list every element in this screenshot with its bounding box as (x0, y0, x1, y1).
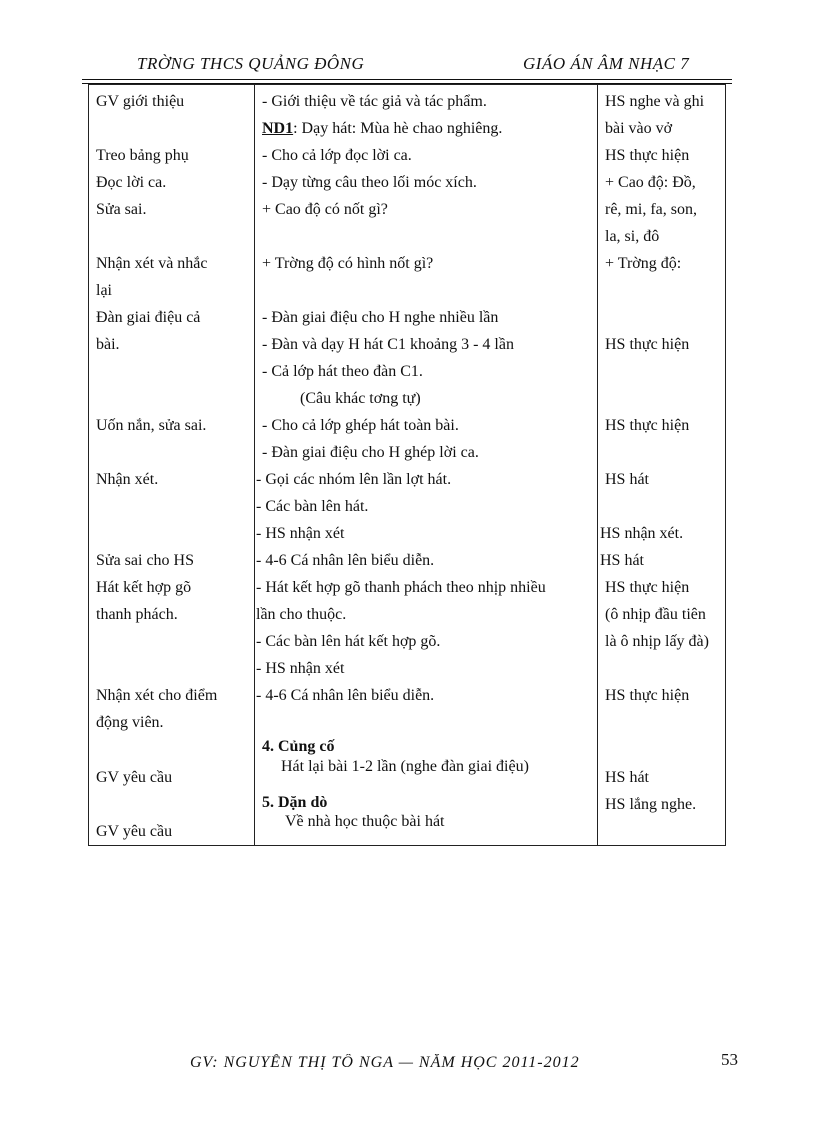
lesson-content: - Đàn giai điệu cho H nghe nhiều lần (262, 309, 499, 326)
lesson-content: (Câu khác tơng tự) (300, 390, 421, 407)
student-activity: HS thực hiện (605, 336, 690, 353)
lesson-content: - Đàn giai điệu cho H ghép lời ca. (262, 444, 479, 461)
student-activity: bài vào vở (605, 120, 673, 137)
teacher-activity: Sửa sai cho HS (96, 552, 194, 569)
student-activity: HS thực hiện (605, 687, 690, 704)
content-section-text: : Dạy hát: Mùa hè chao nghiêng. (293, 120, 503, 137)
teacher-activity: Đàn giai điệu cả (96, 309, 201, 326)
teacher-activity: thanh phách. (96, 606, 178, 623)
student-activity: HS nghe và ghi (605, 93, 705, 110)
student-activity: + Cao độ: Đồ, (605, 174, 696, 191)
lesson-content: - Các bàn lên hát. (256, 498, 369, 515)
student-activity: rê, mi, fa, son, (605, 201, 697, 218)
lesson-content: - HS nhận xét (256, 660, 345, 677)
teacher-activity: Nhận xét và nhắc (96, 255, 208, 272)
student-activity: HS hát (605, 471, 649, 488)
teacher-activity: Treo bảng phụ (96, 147, 189, 164)
lesson-content: Về nhà học thuộc bài hát (285, 813, 445, 830)
lesson-content: - Giới thiệu về tác giả và tác phẩm. (262, 93, 487, 110)
section-heading: 5. Dặn dò (262, 794, 328, 811)
student-activity: HS thực hiện (605, 579, 690, 596)
teacher-activity: GV yêu cầu (96, 769, 173, 786)
lesson-content: Hát lại bài 1-2 lần (nghe đàn giai điệu) (281, 758, 529, 775)
student-activity: + Trờng độ: (605, 255, 682, 272)
column-divider (597, 85, 598, 845)
lesson-content: - Dạy từng câu theo lối móc xích. (262, 174, 477, 191)
student-activity: HS nhận xét. (600, 525, 684, 542)
student-activity: HS thực hiện (605, 417, 690, 434)
teacher-activity: GV giới thiệu (96, 93, 185, 110)
section-heading: 4. Củng cố (262, 738, 335, 755)
student-activity: la, si, đô (605, 228, 660, 245)
teacher-activity: bài. (96, 336, 120, 353)
lesson-content: - Gọi các nhóm lên lần lợt hát. (256, 471, 452, 488)
lesson-content: + Cao độ có nốt gì? (262, 201, 388, 218)
lesson-content: - Cho cả lớp đọc lời ca. (262, 147, 412, 164)
lesson-content: - Hát kết hợp gõ thanh phách theo nhịp nhiều (256, 579, 546, 596)
lesson-content: lần cho thuộc. (256, 606, 347, 623)
lesson-content: - HS nhận xét (256, 525, 345, 542)
lesson-content: - Đàn và dạy H hát C1 khoảng 3 - 4 lần (262, 336, 514, 353)
lesson-content (262, 115, 502, 142)
school-name: TRỜNG THCS QUẢNG ĐÔNG (137, 54, 365, 73)
student-activity: là ô nhịp lấy đà) (605, 633, 709, 650)
student-activity: HS thực hiện (605, 147, 690, 164)
lesson-content: - Cả lớp hát theo đàn C1. (262, 363, 423, 380)
teacher-activity: Sửa sai. (96, 201, 147, 218)
student-activity: HS lắng nghe. (605, 796, 697, 813)
lesson-table (88, 84, 726, 846)
lesson-content: + Trờng độ có hình nốt gì? (262, 255, 434, 272)
page-footer: GV: NGUYỄN THỊ TỐ NGA — NĂM HỌC 2011-2012 (190, 1054, 580, 1070)
header-rule (82, 79, 732, 80)
teacher-activity: động viên. (96, 714, 164, 731)
page-number: 53 (721, 1050, 738, 1069)
teacher-activity: Đọc lời ca. (96, 174, 167, 191)
column-divider (254, 85, 255, 845)
student-activity: HS hát (605, 769, 649, 786)
content-section-label: ND1 (262, 120, 294, 137)
lesson-content: - 4-6 Cá nhân lên biểu diễn. (256, 552, 435, 569)
teacher-activity: Hát kết hợp gõ (96, 579, 192, 596)
document-title: GIÁO ÁN ÂM NHẠC 7 (523, 54, 690, 73)
teacher-activity: GV yêu cầu (96, 823, 173, 840)
teacher-activity: lại (96, 282, 112, 299)
student-activity: (ô nhịp đầu tiên (605, 606, 706, 623)
teacher-activity: Nhận xét cho điểm (96, 687, 218, 704)
lesson-content: - 4-6 Cá nhân lên biểu diễn. (256, 687, 435, 704)
lesson-content: - Cho cả lớp ghép hát toàn bài. (262, 417, 459, 434)
student-activity: HS hát (600, 552, 644, 569)
lesson-content: - Các bàn lên hát kết hợp gõ. (256, 633, 441, 650)
page-header (0, 50, 816, 80)
teacher-activity: Uốn nắn, sửa sai. (96, 417, 207, 434)
teacher-activity: Nhận xét. (96, 471, 159, 488)
